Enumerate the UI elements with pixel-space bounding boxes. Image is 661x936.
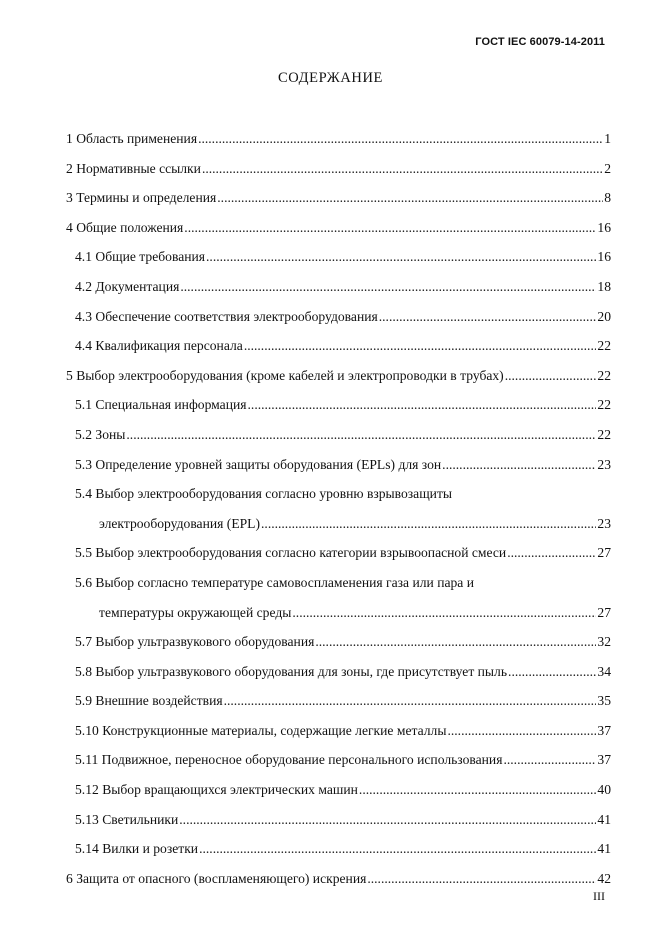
toc-entry-label: 5.10 Конструкционные материалы, содержащие легкие металлы — [75, 722, 447, 738]
toc-entry[interactable] — [66, 302, 611, 332]
toc-entry[interactable] — [66, 834, 611, 864]
dot-leader — [217, 183, 603, 213]
dot-leader — [261, 509, 596, 539]
dot-leader — [503, 745, 596, 775]
toc-entry-label: электрооборудования (EPL) — [99, 515, 261, 531]
dot-leader — [202, 154, 603, 184]
toc-entry-label: 5.11 Подвижное, переносное оборудование персонального использования — [75, 752, 503, 768]
toc-entry-page: 37 — [597, 752, 611, 768]
toc-entry[interactable] — [66, 864, 611, 894]
toc-entry-label: 3 Термины и определения — [66, 190, 217, 206]
dot-leader — [359, 775, 596, 805]
dot-leader — [126, 420, 596, 450]
toc-entry[interactable] — [66, 331, 611, 361]
toc-entry-label: 6 Защита от опасного (воспламеняющего) искрения — [66, 870, 367, 886]
toc-entry-page: 22 — [597, 426, 611, 442]
dot-leader — [367, 864, 596, 894]
dot-leader — [206, 242, 596, 272]
toc-entry-page: 18 — [597, 278, 611, 294]
dot-leader — [179, 805, 596, 835]
toc-entry[interactable] — [66, 538, 611, 568]
toc-entry-label: 5.6 Выбор согласно температуре самовоспламенения газа или пара и — [75, 574, 475, 590]
toc-entry[interactable] — [66, 686, 611, 716]
toc-entry-label: 5.1 Специальная информация — [75, 397, 247, 413]
toc-entry-label: 5.5 Выбор электрооборудования согласно категории взрывоопасной смеси — [75, 545, 507, 561]
toc-entry[interactable] — [66, 390, 611, 420]
toc-entry[interactable] — [66, 183, 611, 213]
toc-entry[interactable] — [66, 716, 611, 746]
toc-entry-page: 35 — [597, 693, 611, 709]
toc-entry[interactable] — [66, 805, 611, 835]
toc-entry-label: 2 Нормативные ссылки — [66, 160, 201, 176]
toc-entry-label: 5.13 Светильники — [75, 811, 179, 827]
toc-entry-label: 1 Область применения — [66, 131, 198, 146]
table-of-contents — [66, 124, 611, 893]
toc-entry[interactable] — [66, 213, 611, 243]
dot-leader — [224, 686, 597, 716]
toc-entry-label: 5.2 Зоны — [75, 426, 126, 442]
toc-entry-label: 5.8 Выбор ультразвукового оборудования для зоны, где присутствует пыль — [75, 663, 508, 679]
toc-entry-label: 4.4 Квалификация персонала — [75, 338, 243, 354]
toc-entry-page: 34 — [597, 663, 611, 679]
toc-entry-label: 5.3 Определение уровней защиты оборудования (EPLs) для зон — [75, 456, 442, 472]
toc-entry-page: 23 — [597, 456, 611, 472]
dot-leader — [198, 124, 603, 154]
dot-leader — [315, 627, 596, 657]
toc-entry[interactable] — [66, 361, 611, 391]
toc-entry-label: 5.9 Внешние воздействия — [75, 693, 223, 709]
toc-entry[interactable] — [66, 509, 611, 539]
toc-entry-page: 23 — [597, 515, 611, 531]
toc-entry-label: температуры окружающей среды — [99, 604, 292, 620]
toc-entry[interactable] — [66, 657, 611, 687]
toc-entry-page: 20 — [597, 308, 611, 324]
toc-entry-page: 16 — [597, 249, 611, 265]
toc-entry-page: 41 — [597, 841, 611, 857]
toc-entry-label: 5.14 Вилки и розетки — [75, 841, 199, 857]
toc-entry-page: 41 — [597, 811, 611, 827]
dot-leader — [244, 331, 597, 361]
toc-entry-page: 42 — [597, 870, 611, 886]
toc-entry[interactable] — [66, 242, 611, 272]
toc-entry-page: 32 — [597, 634, 611, 650]
dot-leader — [379, 302, 597, 332]
toc-entry-label: 5.12 Выбор вращающихся электрических машин — [75, 782, 358, 798]
toc-entry-page: 1 — [604, 131, 611, 146]
toc-entry-label: 5.4 Выбор электрооборудования согласно уровню взрывозащиты — [75, 486, 453, 502]
dot-leader — [184, 213, 596, 243]
toc-entry-page: 40 — [597, 782, 611, 798]
toc-entry-page: 2 — [604, 160, 611, 176]
dot-leader — [505, 361, 597, 391]
toc-entry-page: 27 — [597, 604, 611, 620]
toc-entry[interactable] — [66, 479, 611, 509]
toc-entry[interactable] — [66, 745, 611, 775]
toc-entry-page: 22 — [597, 367, 611, 383]
toc-entry[interactable] — [66, 598, 611, 628]
toc-entry[interactable] — [66, 154, 611, 184]
toc-entry[interactable] — [66, 124, 611, 154]
toc-entry[interactable] — [66, 450, 611, 480]
toc-entry[interactable] — [66, 568, 611, 598]
toc-entry-page: 27 — [597, 545, 611, 561]
toc-entry[interactable] — [66, 272, 611, 302]
dot-leader — [447, 716, 596, 746]
document-code: ГОСТ IEC 60079-14-2011 — [475, 36, 605, 48]
toc-entry-label: 4.1 Общие требования — [75, 249, 206, 265]
toc-entry-label: 4.3 Обеспечение соответствия электрооборудования — [75, 308, 378, 324]
toc-entry-page: 16 — [597, 219, 611, 235]
toc-entry-page: 37 — [597, 722, 611, 738]
toc-entry[interactable] — [66, 775, 611, 805]
dot-leader — [248, 390, 597, 420]
toc-entry-page: 22 — [597, 397, 611, 413]
toc-entry-page: 8 — [604, 190, 611, 206]
dot-leader — [180, 272, 596, 302]
toc-entry-label: 4.2 Документация — [75, 278, 180, 294]
toc-entry-label: 5 Выбор электрооборудования (кроме кабелей и электропроводки в трубах) — [66, 367, 504, 383]
dot-leader — [442, 450, 596, 480]
dot-leader — [507, 538, 596, 568]
toc-entry-label: 5.7 Выбор ультразвукового оборудования — [75, 634, 315, 650]
toc-entry[interactable] — [66, 627, 611, 657]
dot-leader — [292, 598, 596, 628]
toc-entry-label: 4 Общие положения — [66, 219, 184, 235]
dot-leader — [508, 657, 596, 687]
dot-leader — [199, 834, 596, 864]
page-number: III — [593, 889, 605, 903]
toc-entry[interactable] — [66, 420, 611, 450]
page-title: СОДЕРЖАНИЕ — [278, 70, 383, 86]
toc-entry-page: 22 — [597, 338, 611, 354]
